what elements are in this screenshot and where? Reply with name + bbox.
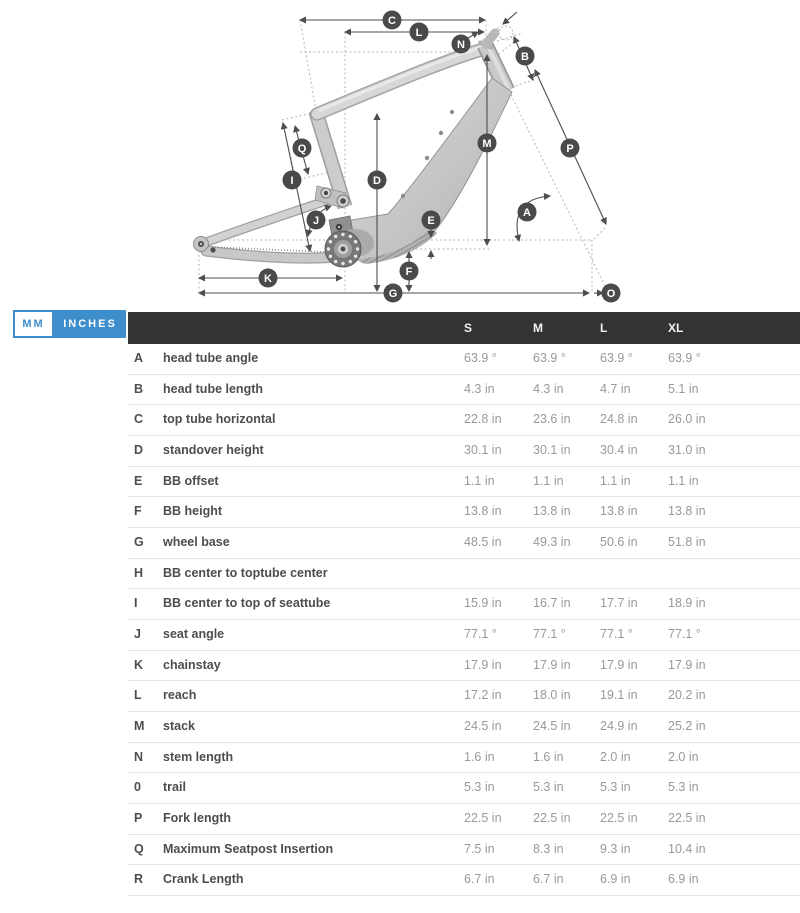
- marker-F: [400, 262, 419, 281]
- marker-P: [561, 139, 580, 158]
- svg-text:L: L: [415, 26, 423, 39]
- row-value-m: 24.5 in: [533, 718, 571, 733]
- row-value-m: 17.9 in: [533, 657, 571, 672]
- row-value-m: 18.0 in: [533, 688, 571, 703]
- table-row: [128, 651, 800, 682]
- svg-text:D: D: [373, 174, 381, 187]
- row-value-l: 4.7 in: [600, 381, 631, 396]
- row-name: BB offset: [163, 473, 219, 488]
- row-value-l: 77.1 °: [600, 626, 633, 641]
- row-value-xl: 20.2 in: [668, 688, 706, 703]
- svg-text:I: I: [290, 174, 294, 187]
- row-value-xl: 1.1 in: [668, 473, 699, 488]
- row-value-m: 49.3 in: [533, 534, 571, 549]
- row-value-s: 15.9 in: [464, 596, 502, 611]
- row-value-l: 6.9 in: [600, 872, 631, 887]
- row-value-xl: 77.1 °: [668, 626, 701, 641]
- svg-text:E: E: [427, 214, 435, 227]
- stem-pointer: [503, 12, 517, 24]
- chainring: [325, 231, 361, 267]
- row-value-l: 19.1 in: [600, 688, 638, 703]
- row-value-m: 5.3 in: [533, 780, 564, 795]
- marker-O: [602, 284, 621, 303]
- row-value-xl: 18.9 in: [668, 596, 706, 611]
- row-value-xl: 31.0 in: [668, 442, 706, 457]
- row-value-s: 4.3 in: [464, 381, 495, 396]
- svg-text:N: N: [457, 38, 465, 51]
- row-value-m: 22.5 in: [533, 810, 571, 825]
- row-value-l: 9.3 in: [600, 841, 631, 856]
- marker-J: [307, 211, 326, 230]
- table-row: [128, 405, 800, 436]
- row-letter: P: [134, 810, 143, 825]
- svg-text:F: F: [405, 265, 413, 278]
- row-value-l: 1.1 in: [600, 473, 631, 488]
- table-row: [128, 375, 800, 406]
- table-row: [128, 804, 800, 835]
- row-value-s: 22.8 in: [464, 412, 502, 427]
- row-value-s: 24.5 in: [464, 718, 502, 733]
- marker-E: [422, 211, 441, 230]
- row-name: stack: [163, 718, 195, 733]
- row-name: Maximum Seatpost Insertion: [163, 841, 334, 856]
- row-value-xl: 13.8 in: [668, 504, 706, 519]
- bike-frame: [194, 33, 513, 267]
- table-row: [128, 497, 800, 528]
- row-letter: 0: [134, 780, 141, 795]
- row-value-m: 4.3 in: [533, 381, 564, 396]
- column-header-l: L: [600, 321, 608, 335]
- steerer-stub: [486, 33, 495, 44]
- row-value-s: 13.8 in: [464, 504, 502, 519]
- row-name: trail: [163, 780, 186, 795]
- row-value-xl: 51.8 in: [668, 534, 706, 549]
- row-value-s: 22.5 in: [464, 810, 502, 825]
- marker-B: [516, 47, 535, 66]
- svg-text:P: P: [566, 142, 574, 155]
- table-row: [128, 559, 800, 590]
- row-value-s: 6.7 in: [464, 872, 495, 887]
- table-row: [128, 865, 800, 896]
- row-value-l: 50.6 in: [600, 534, 638, 549]
- row-value-s: 5.3 in: [464, 780, 495, 795]
- row-value-xl: 22.5 in: [668, 810, 706, 825]
- column-header-xl: XL: [668, 321, 684, 335]
- row-value-l: 17.7 in: [600, 596, 638, 611]
- row-value-l: 5.3 in: [600, 780, 631, 795]
- row-value-m: 77.1 °: [533, 626, 566, 641]
- row-value-xl: 10.4 in: [668, 841, 706, 856]
- row-value-s: 1.1 in: [464, 473, 495, 488]
- row-name: standover height: [163, 442, 264, 457]
- row-value-l: 63.9 °: [600, 351, 633, 365]
- row-value-xl: 17.9 in: [668, 657, 706, 672]
- row-name: head tube angle: [163, 351, 259, 365]
- row-letter: L: [134, 688, 142, 703]
- row-letter: D: [134, 442, 144, 457]
- row-value-l: 30.4 in: [600, 442, 638, 457]
- row-value-s: 77.1 °: [464, 626, 497, 641]
- row-name: Fork length: [163, 810, 232, 825]
- row-name: seat angle: [163, 626, 225, 641]
- row-value-m: 1.1 in: [533, 473, 564, 488]
- row-name: Crank Length: [163, 872, 244, 887]
- marker-L: [410, 23, 429, 42]
- marker-Q: [293, 139, 312, 158]
- row-value-l: 13.8 in: [600, 504, 638, 519]
- row-name: top tube horizontal: [163, 412, 276, 427]
- table-body: [128, 344, 800, 896]
- row-value-l: 17.9 in: [600, 657, 638, 672]
- table-row: [128, 743, 800, 774]
- column-header-m: M: [533, 321, 543, 335]
- table-row: [128, 589, 800, 620]
- row-value-m: 16.7 in: [533, 596, 571, 611]
- row-letter: C: [134, 412, 144, 427]
- row-letter: J: [134, 626, 141, 641]
- row-letter: K: [134, 657, 144, 672]
- row-letter: I: [134, 596, 138, 611]
- svg-text:G: G: [388, 287, 398, 300]
- table-row: [128, 528, 800, 559]
- row-value-xl: 26.0 in: [668, 412, 706, 427]
- row-value-xl: 6.9 in: [668, 872, 699, 887]
- row-value-l: 22.5 in: [600, 810, 638, 825]
- svg-text:J: J: [312, 214, 320, 227]
- svg-text:A: A: [523, 206, 531, 219]
- row-value-m: 63.9 °: [533, 351, 566, 365]
- marker-I: [283, 171, 302, 190]
- row-letter: M: [134, 718, 145, 733]
- row-value-s: 17.2 in: [464, 688, 502, 703]
- row-name: wheel base: [163, 534, 230, 549]
- column-header-s: S: [464, 321, 473, 335]
- row-value-l: 24.9 in: [600, 718, 638, 733]
- row-value-xl: 2.0 in: [668, 749, 699, 764]
- row-name: stem length: [163, 749, 234, 764]
- marker-D: [368, 171, 387, 190]
- row-name: BB center to toptube center: [163, 565, 328, 580]
- inches-tab[interactable]: INCHES: [54, 310, 126, 338]
- marker-K: [259, 269, 278, 288]
- row-letter: G: [134, 534, 144, 549]
- row-value-m: 6.7 in: [533, 872, 564, 887]
- row-value-m: 23.6 in: [533, 412, 571, 427]
- table-row: [128, 344, 800, 375]
- row-value-s: 1.6 in: [464, 749, 495, 764]
- svg-text:K: K: [264, 272, 272, 285]
- row-value-m: 8.3 in: [533, 841, 564, 856]
- marker-C: [383, 11, 402, 30]
- svg-text:Q: Q: [297, 142, 307, 155]
- row-letter: B: [134, 381, 144, 396]
- row-letter: F: [134, 504, 142, 519]
- table-row: [128, 835, 800, 866]
- row-value-m: 30.1 in: [533, 442, 571, 457]
- table-row: [128, 467, 800, 498]
- row-value-s: 63.9 °: [464, 351, 497, 365]
- marker-N: [452, 35, 471, 54]
- row-value-s: 17.9 in: [464, 657, 502, 672]
- svg-text:B: B: [521, 50, 529, 63]
- row-value-xl: 5.3 in: [668, 780, 699, 795]
- marker-G: [384, 284, 403, 303]
- svg-text:O: O: [606, 287, 616, 300]
- row-value-s: 30.1 in: [464, 442, 502, 457]
- unit-toggle: [13, 310, 126, 338]
- row-value-s: 48.5 in: [464, 534, 502, 549]
- row-value-m: 13.8 in: [533, 504, 571, 519]
- row-letter: N: [134, 749, 144, 764]
- marker-A: [518, 203, 537, 222]
- row-letter: R: [134, 872, 144, 887]
- table-row: [128, 773, 800, 804]
- row-value-xl: 25.2 in: [668, 718, 706, 733]
- svg-text:M: M: [482, 137, 492, 150]
- table-row: [128, 712, 800, 743]
- marker-M: [478, 134, 497, 153]
- row-name: BB center to top of seattube: [163, 596, 331, 611]
- row-letter: H: [134, 565, 144, 580]
- svg-text:C: C: [388, 14, 396, 27]
- table-header: [128, 312, 800, 344]
- row-letter: E: [134, 473, 143, 488]
- row-value-xl: 63.9 °: [668, 351, 701, 365]
- table-row: [128, 436, 800, 467]
- row-value-l: 24.8 in: [600, 412, 638, 427]
- row-value-m: 1.6 in: [533, 749, 564, 764]
- geometry-diagram: [0, 0, 800, 310]
- row-name: BB height: [163, 504, 223, 519]
- row-value-l: 2.0 in: [600, 749, 631, 764]
- row-letter: A: [134, 351, 144, 365]
- table-row: [128, 681, 800, 712]
- row-value-xl: 5.1 in: [668, 381, 699, 396]
- row-name: reach: [163, 688, 197, 703]
- row-name: head tube length: [163, 381, 263, 396]
- row-letter: Q: [134, 841, 144, 856]
- mm-tab[interactable]: MM: [13, 310, 54, 338]
- row-name: chainstay: [163, 657, 221, 672]
- table-row: [128, 620, 800, 651]
- row-value-s: 7.5 in: [464, 841, 495, 856]
